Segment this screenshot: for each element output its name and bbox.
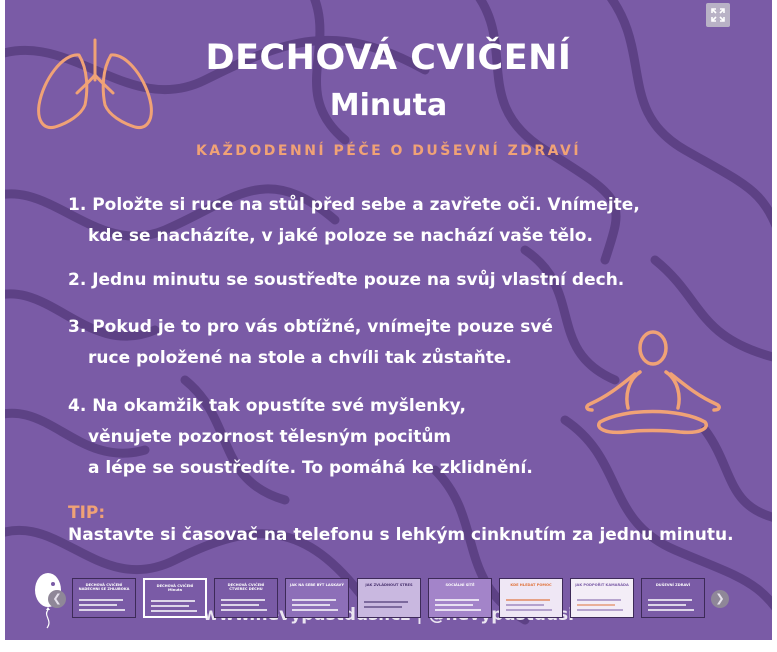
meditation-person-icon xyxy=(580,328,725,448)
thumbnail-title: DUŠEVNÍ ZDRAVÍ xyxy=(655,583,691,587)
thumbnail-title: DECHOVÁ CVIČENÍ Minuta xyxy=(156,584,194,592)
fullscreen-icon xyxy=(711,8,725,22)
thumbnail-4[interactable] xyxy=(285,578,349,618)
step-4-line-2: věnujete pozornost tělesným pocitům xyxy=(88,427,452,447)
step-1-line-1: 1. Položte si ruce na stůl před sebe a zavřete oči. Vnímejte, xyxy=(68,195,640,215)
thumbnail-1[interactable] xyxy=(72,578,136,618)
fullscreen-button[interactable] xyxy=(706,3,730,27)
step-4 xyxy=(68,391,533,484)
step-1 xyxy=(68,190,640,252)
step-1-line-2: kde se nacházíte, v jaké poloze se nachází vaše tělo. xyxy=(88,226,593,246)
step-4-line-1: 4. Na okamžik tak opustíte své myšlenky, xyxy=(68,396,466,416)
step-2-line-1: 2. Jednu minutu se soustřeďte pouze na svůj vlastní dech. xyxy=(68,270,625,290)
step-3-line-2: ruce položené na stole a chvíli tak zůstaňte. xyxy=(88,348,512,368)
chevron-left-icon: ❮ xyxy=(52,592,62,605)
thumbnail-next-button[interactable] xyxy=(711,590,729,608)
thumbnail-title: JAK NA SEBE BÝT LASKAVÝ xyxy=(290,583,344,587)
tip-label: TIP: xyxy=(68,503,106,523)
slide-tagline: KAŽDODENNÍ PÉČE O DUŠEVNÍ ZDRAVÍ xyxy=(195,143,582,159)
thumbnail-title: JAK PODPOŘIT KAMARÁDA xyxy=(575,583,629,587)
thumbnail-title: DECHOVÁ CVIČENÍ NADECHNI SE ZHLUBOKA xyxy=(78,583,130,591)
thumbnail-7[interactable] xyxy=(499,578,563,618)
slide-subtitle: Minuta xyxy=(329,88,448,123)
thumbnail-title: KDE HLEDAT POMOC xyxy=(510,583,552,587)
step-2 xyxy=(68,265,624,296)
thumbnail-title: DECHOVÁ CVIČENÍ ČTVEREC DECHU xyxy=(227,583,265,591)
thumbnail-8[interactable] xyxy=(570,578,634,618)
thumbnail-9[interactable] xyxy=(641,578,705,618)
thumbnail-3[interactable] xyxy=(214,578,278,618)
thumbnail-6[interactable] xyxy=(428,578,492,618)
thumbnail-title: JAK ZVLÁDNOUT STRES xyxy=(365,583,413,587)
thumbnail-prev-button[interactable] xyxy=(48,590,66,608)
chevron-right-icon: ❯ xyxy=(715,592,725,605)
thumbnail-2[interactable] xyxy=(143,578,207,618)
slide-title: DECHOVÁ CVIČENÍ xyxy=(205,38,572,78)
step-3-line-1: 3. Pokud je to pro vás obtížné, vnímejte pouze své xyxy=(68,317,553,337)
thumbnail-5[interactable] xyxy=(357,578,421,618)
step-4-line-3: a lépe se soustředíte. To pomáhá ke zklidnění. xyxy=(88,458,533,478)
step-3 xyxy=(68,312,553,374)
tip-text: Nastavte si časovač na telefonu s lehkým cinknutím za jednu minutu. xyxy=(68,525,734,545)
thumbnail-title: SOCIÁLNÍ SÍTĚ xyxy=(445,583,475,587)
slide xyxy=(5,0,772,640)
